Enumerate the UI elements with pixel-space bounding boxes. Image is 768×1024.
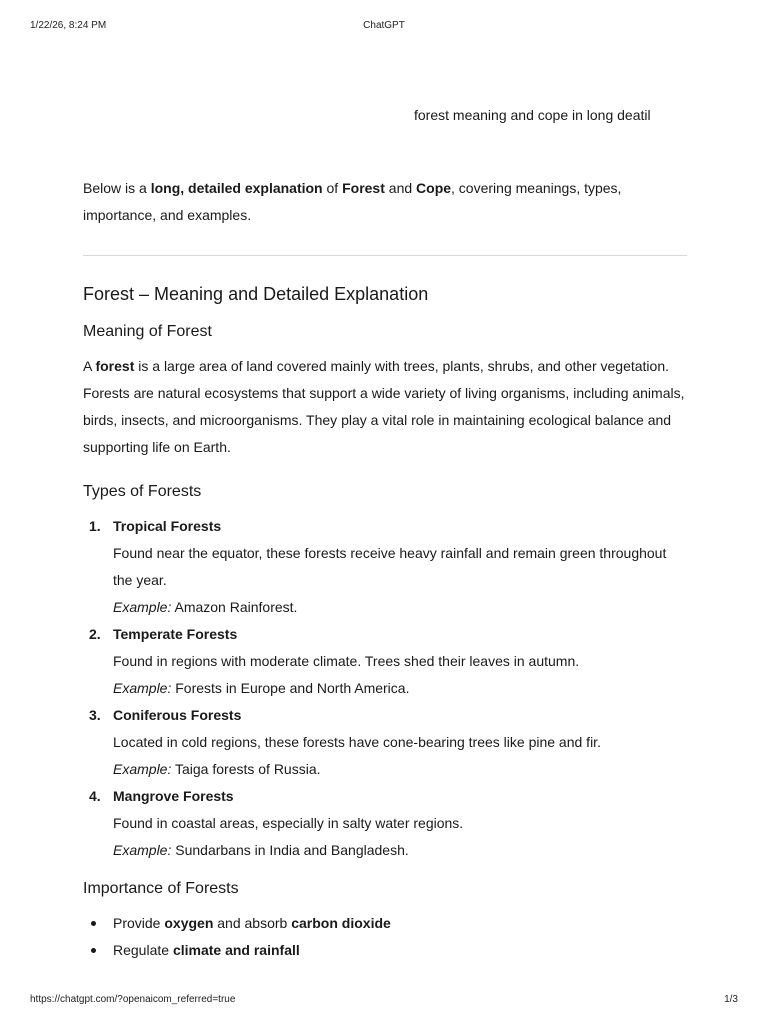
print-header — [30, 20, 738, 34]
print-datetime: 1/22/26, 8:24 PM — [30, 20, 107, 31]
meaning-paragraph: A forest is a large area of land covered mainly with trees, plants, shrubs, and other vegetation. Forests are natural ecosystems that support a wide variety of living organisms, including animals, birds, insects, and microorganisms. They play a vital role in maintaining ecological balance and supporting life on Earth. — [83, 358, 685, 455]
bullet-icon — [91, 921, 96, 926]
section-title: Forest – Meaning and Detailed Explanation — [83, 284, 429, 304]
list-item: 1. Tropical Forests Found near the equator, these forests receive heavy rainfall and remain green throughout the year. Example: Amazon Rainforest. — [89, 518, 667, 615]
print-footer — [30, 994, 738, 1008]
intro-paragraph: Below is a long, detailed explanation of Forest and Cope, covering meanings, types, importance, and examples. — [83, 180, 622, 223]
print-url: https://chatgpt.com/?openaicom_referred=true — [30, 994, 236, 1005]
importance-list — [83, 910, 687, 964]
divider — [83, 255, 687, 256]
print-title: ChatGPT — [363, 20, 405, 31]
importance-heading: Importance of Forests — [83, 880, 239, 897]
meaning-heading: Meaning of Forest — [83, 323, 212, 340]
bullet-icon — [91, 948, 96, 953]
page-number: 1/3 — [724, 994, 738, 1005]
assistant-response — [83, 175, 687, 964]
list-item: Regulate climate and rainfall — [83, 937, 687, 964]
list-item: Provide oxygen and absorb carbon dioxide — [83, 910, 687, 937]
list-item: 2. Temperate Forests Found in regions with moderate climate. Trees shed their leaves in autumn. Example: Forests in Europe and North America. — [89, 626, 580, 696]
forest-types-list — [83, 513, 687, 864]
types-heading: Types of Forests — [83, 483, 202, 500]
list-item: 3. Coniferous Forests Located in cold regions, these forests have cone-bearing trees like pine and fir. Example: Taiga forests of Russia. — [89, 707, 601, 777]
user-message: forest meaning and cope in long deatil — [414, 107, 651, 123]
list-item: 4. Mangrove Forests Found in coastal areas, especially in salty water regions. Example: Sundarbans in India and Bangladesh. — [89, 788, 464, 858]
